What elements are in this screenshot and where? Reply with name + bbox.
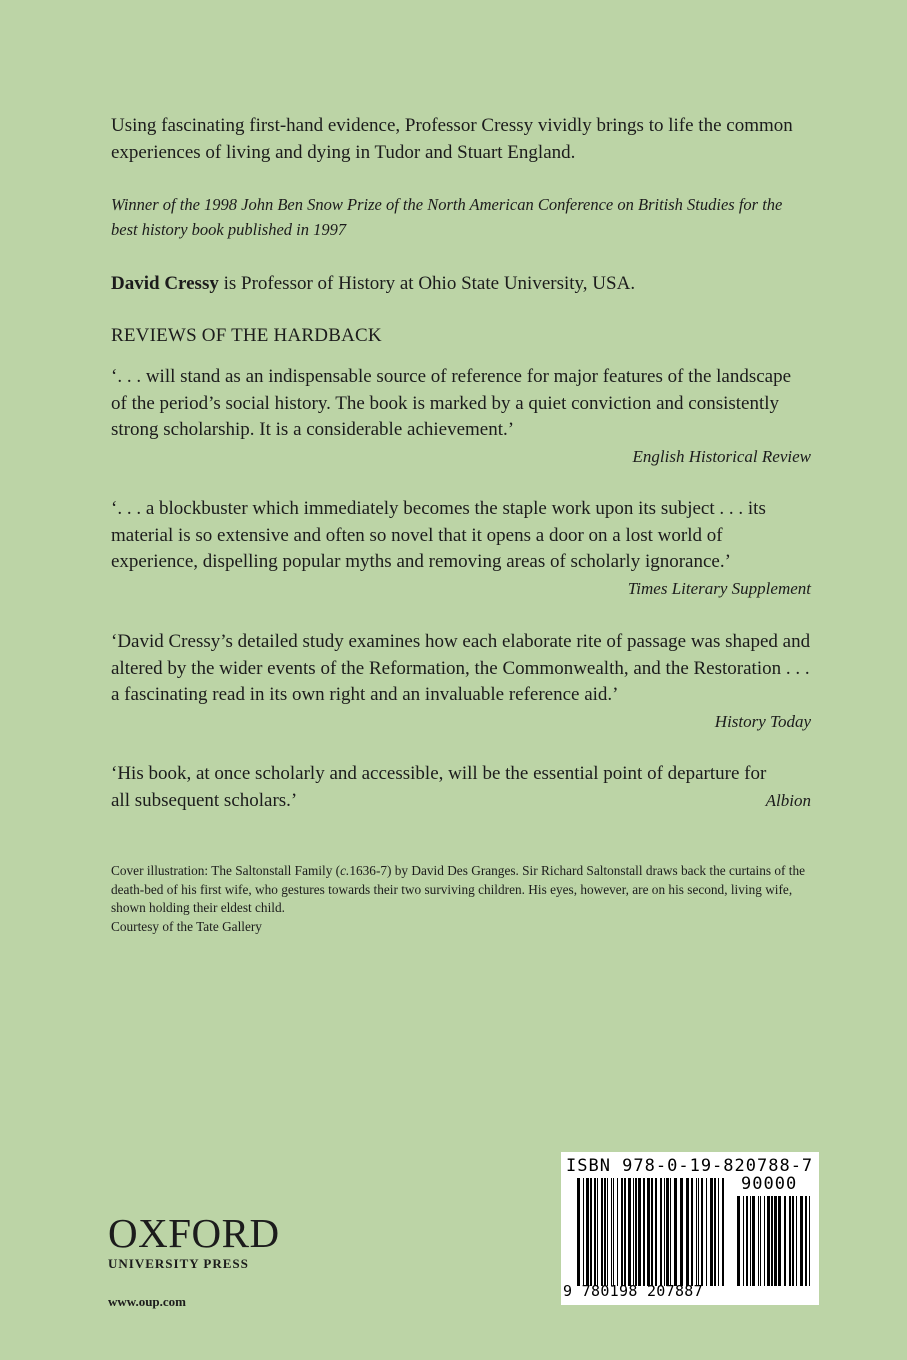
barcode-bar (696, 1178, 697, 1286)
barcode-bar (758, 1196, 759, 1286)
barcode-bar (577, 1178, 580, 1286)
isbn-label: ISBN 978-0-19-820788-7 (566, 1156, 814, 1176)
barcode-bar (647, 1178, 650, 1286)
review-quote: ‘David Cressy’s detailed study examines how each elaborate rite of passage was shaped and altered by the wider events of the Reformation, the Commonwealth, and the Restoration . . . a fascinating read in its own right and an invaluable reference aid.’ (111, 631, 811, 705)
barcode-bar (752, 1196, 755, 1286)
barcode-bar (714, 1178, 716, 1286)
barcode-bar (750, 1196, 751, 1286)
review-quote-line-2: all subsequent scholars.’ (111, 789, 298, 811)
barcode-bar (597, 1178, 598, 1286)
review-quote: ‘. . . a blockbuster which immediately becomes the staple work upon its subject . . . its material is so extensive and often so novel that it opens a door on a lost world of experience, dispelling popular myths and removing areas of scholarly ignorance.’ (111, 498, 766, 572)
barcode-bar (624, 1178, 626, 1286)
award-note: Winner of the 1998 John Ben Snow Prize of the North American Conference on British Studies for the best history book published in 1997 (111, 195, 783, 239)
review-1 (111, 364, 811, 470)
barcode-bar (718, 1178, 719, 1286)
barcode-bar (698, 1178, 699, 1286)
barcode-bar (737, 1196, 740, 1286)
barcode-bar (680, 1178, 683, 1286)
barcode-bar (670, 1178, 671, 1286)
cover-illustration-caption: Cover illustration: The Saltonstall Family (c.1636-7) by David Des Granges. Sir Richard Saltonstall draws back the curtains of the death-bed of his first wife, who gestures towards their two surviving children. His eyes, however, are on his second, living wife, shown holding their eldest child. (111, 863, 806, 915)
author-name: David Cressy (111, 273, 219, 294)
review-source: Times Literary Supplement (627, 578, 811, 598)
barcode-bar (633, 1178, 634, 1286)
barcode-bar (664, 1178, 665, 1286)
barcode-bar (604, 1178, 606, 1286)
barcode-bar (746, 1196, 748, 1286)
barcode-bar (722, 1178, 724, 1286)
barcode-bar (764, 1196, 765, 1286)
barcode-bar (617, 1178, 618, 1286)
ean-bars (577, 1178, 727, 1286)
barcode-bar (805, 1196, 807, 1286)
cover-credit (111, 862, 811, 936)
barcode-bar (635, 1178, 637, 1286)
ean-digits: 9 780198 207887 (563, 1282, 703, 1300)
barcode-bar (594, 1178, 596, 1286)
barcode-bar (607, 1178, 608, 1286)
barcode-bar (701, 1178, 703, 1286)
barcode-bar (792, 1196, 794, 1286)
review-2 (111, 496, 811, 602)
barcode-bar (638, 1178, 641, 1286)
barcode-bar (621, 1178, 623, 1286)
publisher-website: www.oup.com (108, 1294, 187, 1309)
barcode-bar (778, 1196, 781, 1286)
barcode-bar (583, 1178, 584, 1286)
publisher-subtitle: UNIVERSITY PRESS (108, 1256, 249, 1271)
barcode-bar (628, 1178, 631, 1286)
review-source: Albion (765, 790, 811, 810)
barcode-bar (674, 1178, 677, 1286)
barcode-bar (590, 1178, 592, 1286)
barcode-bar (796, 1196, 797, 1286)
courtesy-line: Courtesy of the Tate Gallery (111, 918, 262, 934)
publisher-logo (108, 1210, 280, 1272)
reviews-heading: REVIEWS OF THE HARDBACK (111, 325, 382, 346)
barcode-bar (601, 1178, 603, 1286)
barcode-bar (660, 1178, 662, 1286)
barcode (561, 1152, 819, 1305)
barcode-bar (706, 1178, 707, 1286)
barcode-bar (613, 1178, 614, 1286)
barcode-bar (666, 1178, 669, 1286)
barcode-bar (651, 1178, 653, 1286)
review-quote-line-1: ‘His book, at once scholarly and accessible, will be the essential point of departure for (111, 763, 767, 784)
barcode-bar (767, 1196, 770, 1286)
barcode-bar (771, 1196, 773, 1286)
review-source: English Historical Review (632, 446, 811, 466)
barcode-bar (586, 1178, 589, 1286)
barcode-bar (760, 1196, 761, 1286)
barcode-bar (800, 1196, 803, 1286)
barcode-bar (611, 1178, 612, 1286)
barcode-bar (789, 1196, 791, 1286)
barcode-bar (710, 1178, 713, 1286)
barcode-bar (809, 1196, 810, 1286)
review-source: History Today (714, 711, 811, 731)
author-bio-text: is Professor of History at Ohio State University, USA. (218, 273, 636, 294)
author-bio (111, 270, 811, 297)
barcode-bar (686, 1178, 689, 1286)
barcode-bar (784, 1196, 786, 1286)
price-code: 90000 (741, 1174, 798, 1194)
barcode-bar (743, 1196, 744, 1286)
review-quote: ‘. . . will stand as an indispensable source of reference for major features of the landscape of the period’s social history. The book is marked by a quiet conviction and consistently strong scholarship. It is a considerable achievement.’ (111, 366, 792, 440)
review-3 (111, 629, 811, 735)
barcode-bar (691, 1178, 693, 1286)
barcode-bar (643, 1178, 645, 1286)
blurb-paragraph: Using fascinating first-hand evidence, Professor Cressy vividly brings to life the common experiences of living and dying in Tudor and Stuart England. (111, 115, 793, 163)
addon-bars (737, 1196, 813, 1286)
barcode-bar (774, 1196, 777, 1286)
publisher-name: OXFORD (108, 1210, 280, 1256)
barcode-bar (655, 1178, 657, 1286)
review-4 (111, 761, 811, 814)
